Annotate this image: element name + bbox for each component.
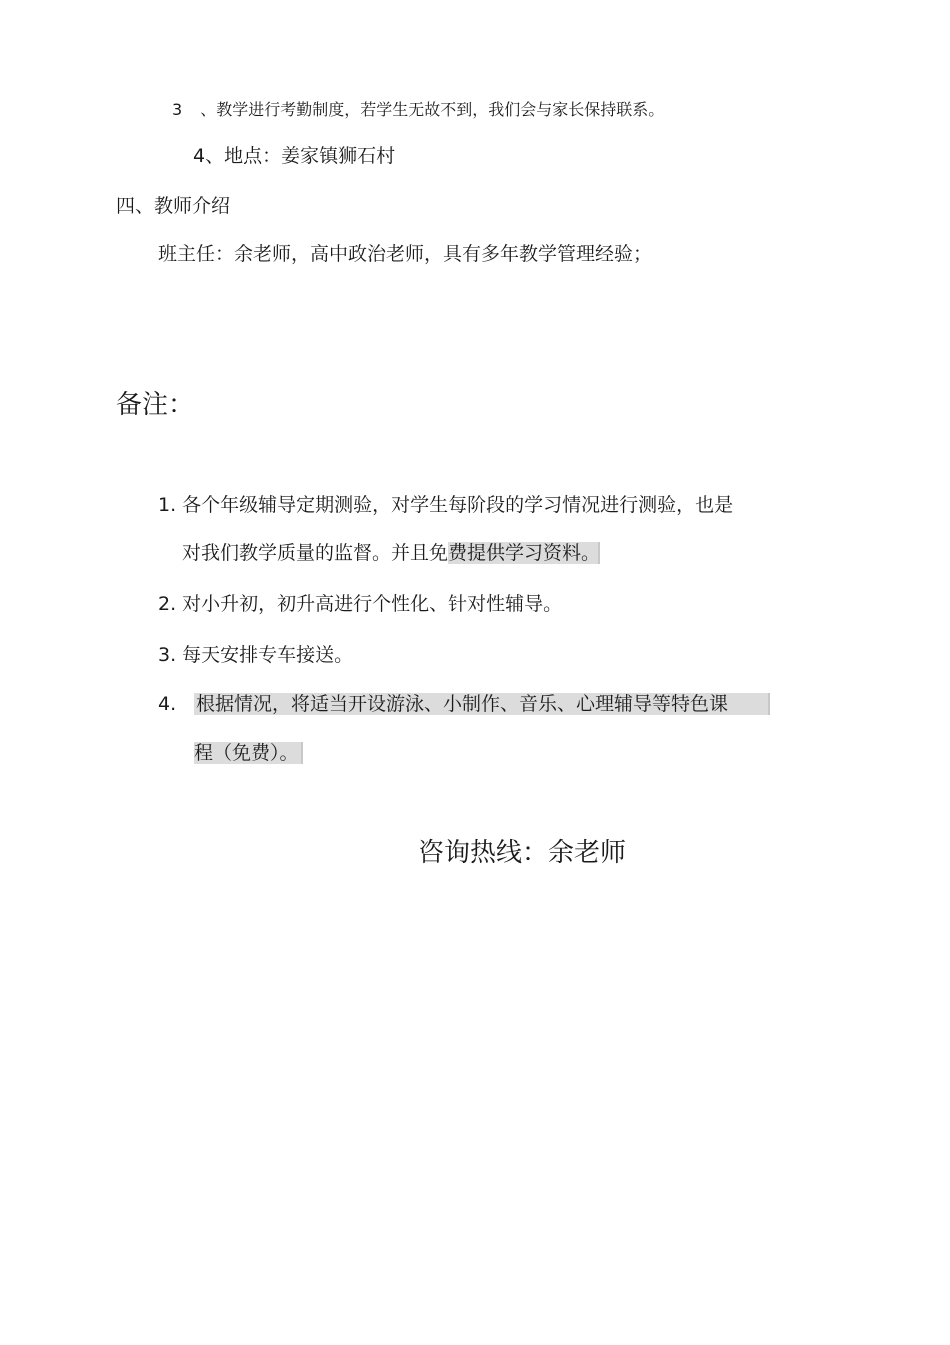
- note-4-line-2: [194, 742, 303, 765]
- note-4-line-1-highlight: 根据情况，将适当开设游泳、小制作、音乐、心理辅导等特色课: [194, 693, 770, 715]
- hotline: 咨询热线：余老师: [418, 838, 627, 868]
- note-2: 2. 对小升初，初升高进行个性化、针对性辅导。: [158, 593, 563, 615]
- note-1-line-2-plain: 对我们教学质量的监督。并且免: [182, 542, 449, 564]
- note-4-line-2-highlight: 程（免费）。: [194, 742, 303, 764]
- note-1-line-1: 1. 各个年级辅导定期测验，对学生每阶段的学习情况进行测验，也是: [158, 494, 734, 516]
- item-4-location: 4、地点：姜家镇狮石村: [193, 145, 396, 167]
- note-3: 3. 每天安排专车接送。: [158, 644, 354, 666]
- item-3-number: 3: [172, 100, 183, 119]
- note-4-number: 4.: [158, 693, 177, 715]
- teacher-intro: 班主任：余老师，高中政治老师，具有多年教学管理经验；: [158, 243, 653, 265]
- section-4-heading: 四、教师介绍: [116, 195, 231, 217]
- note-1-line-2: [182, 542, 600, 565]
- notes-title: 备注：: [116, 390, 195, 420]
- item-3-text: 、教学进行考勤制度，若学生无故不到，我们会与家长保持联系。: [200, 100, 665, 119]
- note-4-line-1: [158, 693, 770, 716]
- note-1-line-2-highlight: 费提供学习资料。: [448, 542, 601, 564]
- item-3-attendance: [172, 100, 664, 119]
